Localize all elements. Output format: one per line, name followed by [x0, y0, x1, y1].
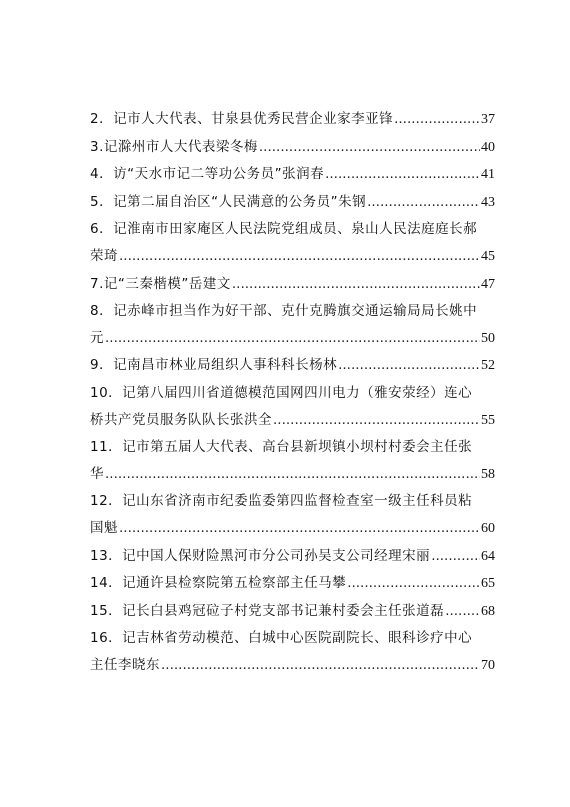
- toc-entry-title-line: 11．记市第五届人大代表、高台县新坝镇小坝村村委会主任张: [90, 439, 473, 456]
- toc-entry[interactable]: [90, 543, 495, 571]
- dot-leader: [347, 570, 480, 597]
- toc-entry-title-line: 6．记淮南市田家庵区人民法院党组成员、泉山人民法庭庭长郝: [90, 221, 478, 238]
- dot-leader: [273, 407, 480, 434]
- toc-entry[interactable]: [90, 352, 495, 380]
- toc-page-number: 60: [481, 520, 495, 536]
- toc-entry-title: 荣琦: [90, 247, 118, 264]
- dot-leader: [232, 271, 480, 298]
- toc-entry[interactable]: [90, 189, 495, 217]
- toc-entry-last-line: [90, 161, 495, 189]
- toc-entry[interactable]: [90, 216, 495, 270]
- toc-entry[interactable]: [90, 598, 495, 626]
- toc-page-number: 55: [481, 412, 495, 428]
- toc-entry-title-line: 16．记吉林省劳动模范、白城中心医院副院长、眼科诊疗中心: [90, 630, 473, 647]
- toc-entry[interactable]: [90, 570, 495, 598]
- dot-leader: [105, 461, 480, 488]
- table-of-contents: [90, 106, 495, 679]
- toc-entry[interactable]: [90, 625, 495, 679]
- toc-entry-last-line: [90, 243, 495, 271]
- toc-entry[interactable]: [90, 298, 495, 352]
- toc-entry-title: 4．访“天水市记二等功公务员”张润春: [90, 166, 325, 183]
- toc-page-number: 65: [481, 576, 495, 592]
- toc-entry-title-line: 10．记第八届四川省道德模范国网四川电力（雅安荥经）连心: [90, 384, 473, 401]
- toc-entry-last-line: [90, 461, 495, 489]
- toc-entry-title: 元: [90, 329, 104, 346]
- toc-page-number: 64: [481, 548, 495, 564]
- dot-leader: [119, 243, 480, 270]
- dot-leader: [367, 189, 480, 216]
- toc-entry-last-line: [90, 352, 495, 380]
- toc-entry-last-line: [90, 543, 495, 571]
- dot-leader: [105, 325, 480, 352]
- toc-page-number: 43: [481, 194, 495, 210]
- dot-leader: [161, 652, 480, 679]
- toc-entry-title: 华: [90, 465, 104, 482]
- toc-entry-last-line: [90, 106, 495, 134]
- toc-entry-title: 桥共产党员服务队队长张洪全: [90, 411, 272, 428]
- toc-entry[interactable]: [90, 106, 495, 134]
- toc-entry-last-line: [90, 134, 495, 162]
- dot-leader: [259, 134, 480, 161]
- dot-leader: [119, 515, 480, 542]
- toc-entry[interactable]: [90, 134, 495, 162]
- toc-entry-title: 5．记第二届自治区“人民满意的公务员”朱钢: [90, 193, 367, 210]
- toc-page-number: 45: [481, 248, 495, 264]
- toc-entry[interactable]: [90, 434, 495, 488]
- dot-leader: [445, 598, 480, 625]
- toc-entry-title: 13．记中国人保财险黑河市分公司孙吴支公司经理宋丽: [90, 547, 431, 564]
- toc-entry-title-line: 12．记山东省济南市纪委监委第四监督检查室一级主任科员粘: [90, 493, 473, 510]
- toc-entry-title: 3.记滁州市人大代表梁冬梅: [90, 138, 258, 155]
- toc-entry[interactable]: [90, 380, 495, 434]
- toc-page-number: 40: [481, 139, 495, 155]
- dot-leader: [394, 106, 480, 133]
- toc-entry-title: 9．记南昌市林业局组织人事科科长杨林: [90, 357, 338, 374]
- toc-entry-title: 主任李晓东: [90, 656, 160, 673]
- toc-entry-title-line: 8．记赤峰市担当作为好干部、克什克腾旗交通运输局局长姚中: [90, 303, 478, 320]
- toc-entry-last-line: [90, 407, 495, 435]
- toc-entry-title: 7.记“三秦楷模”岳建文: [90, 275, 231, 292]
- toc-entry-last-line: [90, 325, 495, 353]
- dot-leader: [338, 352, 480, 379]
- toc-entry[interactable]: [90, 488, 495, 542]
- toc-page-number: 70: [481, 657, 495, 673]
- toc-page-number: 47: [481, 276, 495, 292]
- toc-page-number: 52: [481, 358, 495, 374]
- dot-leader: [431, 543, 480, 570]
- toc-page-number: 58: [481, 466, 495, 482]
- toc-entry-last-line: [90, 570, 495, 598]
- toc-page-number: 37: [481, 112, 495, 127]
- toc-entry-last-line: [90, 598, 495, 626]
- toc-page-number: 41: [481, 167, 495, 183]
- toc-entry-title: 15．记长白县鸡冠砬子村党支部书记兼村委会主任张道磊: [90, 602, 445, 619]
- toc-entry-title: 2．记市人大代表、甘泉县优秀民营企业家李亚锋: [90, 111, 394, 127]
- toc-entry-title: 14．记通许县检察院第五检察部主任马攀: [90, 575, 347, 592]
- dot-leader: [325, 161, 480, 188]
- toc-page-number: 68: [481, 603, 495, 619]
- toc-entry-last-line: [90, 652, 495, 680]
- toc-entry-last-line: [90, 515, 495, 543]
- toc-entry-last-line: [90, 271, 495, 299]
- toc-entry-title: 国魁: [90, 519, 118, 536]
- toc-entry[interactable]: [90, 161, 495, 189]
- toc-entry[interactable]: [90, 271, 495, 299]
- toc-entry-last-line: [90, 189, 495, 217]
- toc-page-number: 50: [481, 330, 495, 346]
